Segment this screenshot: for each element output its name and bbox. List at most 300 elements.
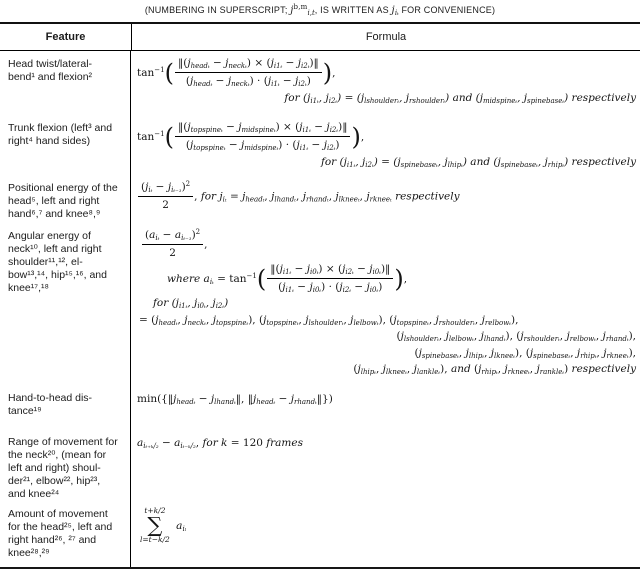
table-row-amount-of-movement bbox=[0, 501, 640, 567]
math-roman: ) bbox=[181, 181, 186, 193]
subscript: iₜ₋₁ bbox=[181, 234, 192, 242]
subscript: spinebaseₜ bbox=[500, 160, 538, 169]
subscript: rkneeₜ bbox=[507, 368, 530, 377]
math-roman: − bbox=[152, 181, 168, 193]
math-italic: j bbox=[326, 121, 330, 133]
subscript: topspineₜ bbox=[215, 318, 249, 327]
math-italic: a bbox=[174, 229, 182, 241]
subscript: headₜ bbox=[245, 195, 265, 204]
sum-lower-limit: l=t−k/2 bbox=[140, 535, 170, 545]
math-roman: ( bbox=[414, 346, 419, 359]
math-italic: for ( bbox=[284, 91, 308, 104]
math-roman: )‖ bbox=[309, 57, 319, 69]
formula-line bbox=[137, 436, 638, 451]
subscript: i0ₜ bbox=[369, 286, 379, 295]
math-roman: , bbox=[206, 313, 213, 326]
math-roman: , bbox=[570, 346, 577, 359]
math-roman: tan bbox=[137, 130, 155, 143]
math-italic: j bbox=[190, 139, 194, 152]
formula-line bbox=[141, 228, 638, 261]
math-roman: ( bbox=[185, 139, 191, 152]
subscript: i1ₜ bbox=[299, 144, 309, 153]
formula-line bbox=[153, 296, 638, 311]
math-italic: j bbox=[238, 121, 242, 133]
fraction-numerator bbox=[142, 228, 203, 244]
math-italic: j bbox=[279, 262, 283, 275]
subscript: relbowₜ bbox=[569, 335, 596, 344]
math-roman: , bbox=[343, 313, 351, 326]
math-italic: j bbox=[302, 190, 306, 203]
fraction-numerator bbox=[267, 262, 393, 278]
big-delimiter: ( bbox=[256, 264, 267, 293]
math-roman: − bbox=[282, 57, 298, 69]
feature-line: bow¹³,¹⁴, hip¹⁵,¹⁶, and bbox=[8, 269, 107, 281]
subscript: i1ₜ bbox=[346, 160, 356, 169]
feature-line: Hand-to-head dis- bbox=[8, 392, 93, 404]
math-italic: a bbox=[174, 437, 181, 449]
subscript: lkneeₜ bbox=[494, 351, 516, 360]
math-roman: ( bbox=[278, 281, 283, 294]
fraction bbox=[138, 180, 193, 213]
math-roman: − bbox=[159, 229, 175, 241]
superscript: b,m bbox=[293, 3, 308, 11]
subscript: topspineₜ bbox=[190, 126, 223, 134]
formula-line bbox=[137, 180, 638, 213]
math-italic: for ( bbox=[320, 155, 344, 168]
math-roman: , bbox=[474, 313, 482, 326]
subscript: iₗ bbox=[182, 524, 187, 533]
formula-line bbox=[137, 392, 638, 407]
big-delimiter: ) bbox=[351, 122, 361, 151]
subscript: i1ₜ bbox=[282, 267, 292, 276]
math-roman: − bbox=[275, 393, 291, 405]
math-roman: − bbox=[291, 262, 307, 275]
subscript: lelbowₜ bbox=[353, 318, 379, 327]
feature-line: knee¹⁷,¹⁸ bbox=[8, 282, 49, 294]
feature-line: shoulder¹¹,¹², el- bbox=[8, 256, 83, 268]
math-italic: j bbox=[520, 330, 524, 343]
math-roman: 2 bbox=[169, 247, 176, 260]
math-roman: ), bbox=[628, 330, 636, 343]
math-roman: , bbox=[559, 330, 567, 343]
subscript: rshoulderₜ bbox=[409, 96, 446, 105]
math-italic: j bbox=[167, 181, 172, 193]
formula-line bbox=[137, 507, 638, 545]
math-roman: = ( bbox=[139, 313, 156, 326]
math-italic: j bbox=[194, 297, 198, 310]
subscript: i2ₜ bbox=[326, 144, 336, 153]
math-italic: respectively bbox=[391, 190, 460, 203]
math-italic: for ( bbox=[153, 297, 176, 310]
formula-line bbox=[137, 329, 636, 344]
math-roman: ‖}) bbox=[316, 393, 333, 405]
subscript: neckₜ bbox=[231, 80, 250, 89]
subscript: iₜ₊ₖ/₂ bbox=[143, 442, 159, 450]
math-italic: j bbox=[536, 363, 540, 376]
math-roman: − bbox=[209, 57, 226, 69]
math-roman: − bbox=[308, 139, 324, 152]
subscript: i2ₜ bbox=[328, 96, 338, 105]
subscript: relbowₜ bbox=[484, 318, 511, 327]
feature-line: left and right) shoul- bbox=[8, 462, 101, 474]
math-italic: ) respectively bbox=[564, 155, 636, 168]
math-roman: − bbox=[293, 281, 310, 294]
math-italic: j bbox=[187, 57, 191, 69]
subscript: i0ₜ bbox=[310, 267, 319, 276]
math-roman: )‖ bbox=[338, 121, 348, 133]
subscript: iₜ bbox=[209, 277, 214, 286]
big-delimiter: ( bbox=[164, 58, 174, 87]
subscript: rkneeₜ bbox=[606, 351, 629, 360]
subscript: iₜ bbox=[148, 186, 153, 194]
math-roman: , bbox=[484, 346, 491, 359]
fraction-denominator bbox=[175, 136, 351, 153]
subscript: i0ₜ bbox=[197, 302, 206, 311]
table-row-hand-to-head bbox=[0, 385, 640, 429]
column-header-formula: Formula bbox=[365, 31, 407, 43]
math-italic: j bbox=[529, 346, 534, 359]
table-row-range-of-movement bbox=[0, 429, 640, 501]
subscript: lhipₜ bbox=[360, 368, 376, 377]
math-roman: FOR CONVENIENCE) bbox=[398, 5, 496, 15]
superscript: −1 bbox=[246, 271, 257, 280]
subscript: i0ₜ bbox=[372, 267, 381, 276]
math-italic: j bbox=[478, 363, 482, 376]
math-italic: j bbox=[309, 281, 313, 294]
math-italic: j bbox=[271, 190, 275, 203]
math-italic: j bbox=[290, 393, 295, 405]
subscript: spinebaseₜ bbox=[533, 351, 571, 360]
math-italic: j bbox=[603, 346, 607, 359]
math-roman: − bbox=[158, 437, 175, 449]
formula-line bbox=[137, 91, 636, 106]
fraction-denominator bbox=[267, 278, 393, 295]
table-row-angular-energy bbox=[0, 223, 640, 385]
subscript: spinebaseₜ bbox=[400, 160, 438, 169]
subscript: i0ₜ bbox=[312, 286, 322, 295]
subscript: lshoulderₜ bbox=[403, 335, 439, 344]
formula-line bbox=[137, 155, 636, 170]
math-roman: = tan bbox=[213, 272, 247, 285]
math-roman: , bbox=[497, 363, 505, 376]
subscript: midspineₜ bbox=[483, 96, 518, 105]
feature-line: hand⁶,⁷ and knee⁸,⁹ bbox=[8, 208, 101, 220]
math-italic: ) and ( bbox=[462, 155, 498, 168]
math-roman: , bbox=[406, 363, 414, 376]
formula-cell bbox=[131, 223, 640, 385]
subscript: neckₜ bbox=[228, 62, 247, 70]
math-italic: j bbox=[444, 155, 448, 168]
subscript: iₜ bbox=[222, 195, 227, 204]
math-italic: j bbox=[325, 91, 329, 104]
superscript: −1 bbox=[154, 65, 165, 74]
math-italic: respectively bbox=[571, 363, 636, 376]
fraction bbox=[175, 120, 351, 154]
math-roman: ) × ( bbox=[318, 262, 343, 275]
math-italic: a bbox=[137, 437, 144, 449]
fraction bbox=[175, 56, 322, 90]
math-italic: j bbox=[175, 297, 179, 310]
math-roman: ‖( bbox=[177, 121, 188, 133]
math-roman: , bbox=[296, 190, 303, 203]
subscript: lhipₜ bbox=[447, 160, 463, 169]
math-italic: j bbox=[297, 57, 302, 69]
math-roman: , IS WRITTEN AS bbox=[314, 5, 392, 15]
math-italic: j bbox=[350, 313, 354, 326]
big-delimiter: ) bbox=[394, 264, 404, 293]
math-roman: , bbox=[204, 238, 208, 251]
subscript: i1ₜ bbox=[285, 286, 294, 295]
subscript: midspineₜ bbox=[244, 144, 279, 153]
math-roman: )‖ bbox=[380, 262, 391, 275]
math-italic: , bbox=[537, 155, 545, 168]
subscript: lshoulderₜ bbox=[364, 96, 400, 105]
formula-cell bbox=[131, 429, 640, 501]
subscript: i1ₜ bbox=[271, 80, 280, 89]
math-roman: = 120 bbox=[230, 437, 267, 449]
math-roman: ) bbox=[306, 75, 311, 88]
math-roman: ), ( bbox=[378, 313, 394, 326]
math-italic: j bbox=[391, 5, 395, 16]
math-italic: ) respectively bbox=[564, 91, 636, 104]
subscript: iₜ bbox=[394, 9, 399, 17]
formula-line bbox=[137, 362, 636, 377]
math-roman: , bbox=[473, 330, 481, 343]
formula-line bbox=[137, 346, 636, 361]
math-italic: j bbox=[445, 330, 449, 343]
feature-line: Trunk flexion (left³ and bbox=[8, 122, 113, 134]
math-roman: , bbox=[195, 437, 203, 449]
math-italic: j bbox=[576, 346, 581, 359]
math-italic: , bbox=[399, 91, 406, 104]
math-italic: j bbox=[479, 91, 484, 104]
formula-line bbox=[139, 313, 638, 328]
subscript: midspineₜ bbox=[241, 126, 276, 134]
subscript: lkneeₜ bbox=[338, 195, 360, 204]
math-roman: ) · ( bbox=[321, 281, 340, 294]
math-italic: j bbox=[323, 139, 327, 152]
math-roman: ), ( bbox=[505, 330, 521, 343]
table-header-row bbox=[0, 24, 640, 51]
math-roman: = bbox=[226, 190, 243, 203]
math-roman: − bbox=[212, 75, 228, 88]
sigma-symbol: ∑ bbox=[147, 513, 163, 538]
math-italic: j bbox=[219, 190, 223, 203]
formula-cell bbox=[131, 385, 640, 429]
feature-line: neck¹⁰, left and right bbox=[8, 243, 102, 255]
feature-line: and knee²⁴ bbox=[8, 488, 60, 500]
feature-cell bbox=[0, 429, 131, 501]
math-roman: ( bbox=[353, 363, 358, 376]
math-italic: ) = ( bbox=[337, 91, 361, 104]
math-italic: j bbox=[305, 313, 309, 326]
formula-line bbox=[137, 120, 638, 154]
math-italic: a bbox=[172, 519, 183, 532]
subscript: i2ₜ bbox=[345, 267, 354, 276]
subscript: topspineₜ bbox=[193, 144, 226, 153]
feature-line: right hand²⁶, ²⁷ and bbox=[8, 534, 97, 546]
table-row-positional-energy bbox=[0, 175, 640, 223]
feature-line: Amount of movement bbox=[8, 508, 108, 520]
math-italic: j bbox=[362, 155, 366, 168]
math-italic: j bbox=[267, 75, 272, 88]
fraction-denominator bbox=[138, 196, 193, 212]
subscript: rkneeₜ bbox=[369, 195, 392, 204]
subscript: lankleₜ bbox=[416, 368, 441, 377]
math-italic: j bbox=[295, 75, 299, 88]
subscript: i2ₜ bbox=[301, 62, 310, 70]
fraction-denominator bbox=[175, 72, 322, 89]
feature-cell bbox=[0, 51, 131, 115]
fraction-numerator bbox=[138, 180, 193, 196]
subscript: rhipₜ bbox=[481, 368, 498, 377]
fraction-denominator bbox=[142, 244, 203, 260]
subscript: i,t bbox=[307, 9, 315, 17]
math-italic: j bbox=[173, 393, 177, 405]
math-italic: j bbox=[190, 75, 194, 88]
subscript: headₜ bbox=[158, 318, 178, 327]
math-roman: , bbox=[375, 363, 383, 376]
math-roman: ) × ( bbox=[246, 57, 271, 69]
subscript: lelbowₜ bbox=[448, 335, 474, 344]
math-roman: − bbox=[279, 75, 296, 88]
math-italic: j bbox=[240, 139, 245, 152]
math-roman: ( bbox=[470, 363, 479, 376]
math-italic: j bbox=[413, 363, 417, 376]
math-roman: (NUMBERING IN SUPERSCRIPT; bbox=[144, 5, 291, 15]
math-italic: j bbox=[497, 155, 501, 168]
math-roman: ( bbox=[396, 330, 401, 343]
subscript: i1ₜ bbox=[310, 96, 319, 105]
subscript: lhandₜ bbox=[214, 398, 236, 406]
math-italic: j bbox=[357, 363, 361, 376]
feature-cell bbox=[0, 175, 131, 223]
math-roman: , bbox=[428, 313, 436, 326]
math-roman: , bbox=[298, 313, 306, 326]
formula-cell bbox=[131, 501, 640, 567]
subscript: headₜ bbox=[193, 80, 213, 89]
math-roman: ) · ( bbox=[278, 139, 297, 152]
math-italic: j bbox=[566, 330, 570, 343]
subscript: headₜ bbox=[176, 398, 196, 406]
math-roman: ( bbox=[185, 75, 191, 88]
math-italic: j bbox=[360, 91, 365, 104]
subscript: rhipₜ bbox=[547, 160, 565, 169]
big-delimiter: ( bbox=[164, 122, 174, 151]
formula-cell bbox=[131, 115, 640, 175]
subscript: rhandₜ bbox=[605, 335, 629, 344]
math-roman: ‖( bbox=[177, 57, 188, 69]
math-italic: j bbox=[296, 139, 300, 152]
math-italic: , bbox=[355, 155, 363, 168]
math-italic: j bbox=[290, 5, 294, 16]
math-italic: j bbox=[602, 330, 606, 343]
math-italic: j bbox=[252, 393, 257, 405]
math-italic: j bbox=[212, 313, 216, 326]
subscript: topspineₜ bbox=[396, 318, 429, 327]
math-italic: j bbox=[418, 346, 422, 359]
subscript: neckₜ bbox=[187, 318, 207, 327]
math-italic: , bbox=[517, 91, 524, 104]
column-header-feature: Feature bbox=[0, 24, 132, 50]
math-italic: j bbox=[382, 363, 386, 376]
subscript: rhandₜ bbox=[294, 398, 317, 406]
subscript: headₜ bbox=[190, 62, 210, 70]
math-italic: ) bbox=[224, 297, 229, 310]
feature-line: head⁵, left and right bbox=[8, 195, 100, 207]
math-roman: − bbox=[225, 139, 241, 152]
subscript: rankleₜ bbox=[539, 368, 565, 377]
math-italic: j bbox=[481, 313, 485, 326]
subscript: i2ₜ bbox=[298, 80, 307, 89]
subscript: spinebaseₜ bbox=[421, 351, 459, 360]
math-roman: , bbox=[264, 190, 272, 203]
math-italic: , bbox=[318, 91, 326, 104]
subscript: iₜ₋₁ bbox=[171, 186, 182, 194]
math-italic: j bbox=[400, 330, 404, 343]
math-roman: , bbox=[438, 330, 446, 343]
math-roman: ), bbox=[440, 363, 451, 376]
formula-line bbox=[145, 5, 495, 15]
table-caption bbox=[0, 0, 640, 22]
feature-line: Range of movement for bbox=[8, 436, 118, 448]
math-italic: j bbox=[544, 155, 548, 168]
math-roman: ‖( bbox=[270, 262, 280, 275]
math-roman: ) · ( bbox=[249, 75, 268, 88]
math-italic: frames bbox=[266, 437, 303, 449]
math-italic: a bbox=[203, 272, 210, 285]
feature-line: bend¹ and flexion² bbox=[8, 71, 93, 83]
math-italic: j bbox=[335, 190, 339, 203]
math-italic: j bbox=[212, 297, 216, 310]
math-roman: ), bbox=[510, 313, 519, 326]
math-italic: a bbox=[149, 229, 156, 241]
math-italic: j bbox=[504, 363, 508, 376]
math-italic: for k bbox=[202, 437, 231, 449]
subscript: spinebaseₜ bbox=[527, 96, 565, 105]
feature-line: for the head²⁵, left and bbox=[8, 521, 113, 533]
subscript: rshoulderₜ bbox=[438, 318, 475, 327]
math-roman: , bbox=[458, 346, 466, 359]
subscript: topspineₜ bbox=[266, 318, 299, 327]
superscript: −1 bbox=[154, 129, 165, 138]
math-italic: j bbox=[263, 313, 267, 326]
feature-line: knee²⁸,²⁹ bbox=[8, 547, 50, 559]
feature-cell bbox=[0, 223, 131, 385]
math-roman: − bbox=[222, 121, 239, 133]
table-row-trunk-flexion bbox=[0, 115, 640, 175]
fraction bbox=[142, 228, 203, 261]
math-italic: , bbox=[437, 155, 445, 168]
math-roman: , bbox=[529, 363, 537, 376]
subscript: rhipₜ bbox=[580, 351, 597, 360]
math-italic: j bbox=[225, 57, 229, 69]
superscript: 2 bbox=[195, 228, 201, 236]
feature-line: tance¹⁹ bbox=[8, 405, 42, 417]
feature-line: der²¹, elbow²², hip²³, bbox=[8, 475, 101, 487]
math-roman: , bbox=[177, 313, 185, 326]
math-italic: j bbox=[227, 75, 232, 88]
math-italic: j bbox=[299, 121, 303, 133]
subscript: i2ₜ bbox=[365, 160, 374, 169]
math-roman: ), bbox=[628, 346, 636, 359]
math-roman: ) bbox=[378, 281, 383, 294]
math-italic: ) = ( bbox=[373, 155, 398, 168]
formula-line bbox=[167, 262, 638, 296]
fraction-numerator bbox=[175, 120, 351, 136]
math-italic: j bbox=[145, 181, 149, 193]
math-roman: ( bbox=[141, 181, 146, 193]
